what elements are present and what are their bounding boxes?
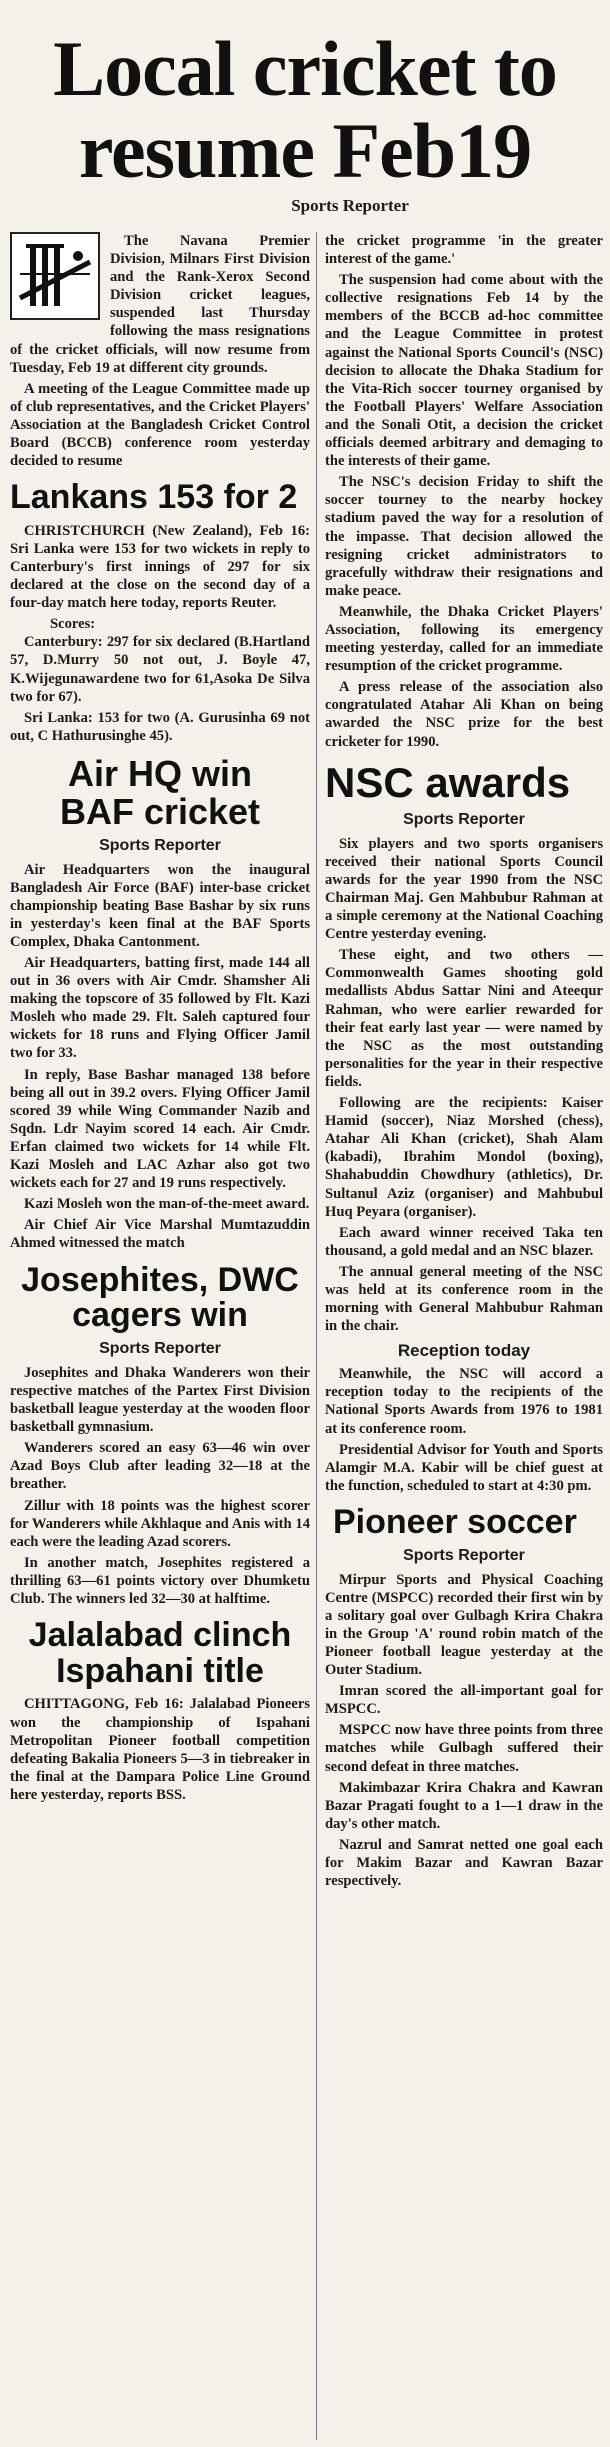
nsc-byline: Sports Reporter bbox=[403, 810, 525, 828]
lankans-headline: Lankans 153 for 2 bbox=[10, 478, 298, 517]
jalalabad-headline bbox=[10, 1618, 310, 1689]
reception-para: Presidential Advisor for Youth and Sports Alamgir M.A. Kabir will be chief guest at the function, scheduled to start at 4:30 pm. bbox=[325, 1441, 603, 1494]
cricket-continued-para: Meanwhile, the Dhaka Cricket Players' Association, following its emergency meeting yesterday, called for an immediate resumption of the cricket programme. bbox=[325, 603, 603, 675]
pioneer-para: Nazrul and Samrat netted one goal each for Makim Bazar and Kawran Bazar respectively. bbox=[325, 1836, 603, 1890]
nsc-para: Six players and two sports organisers received their national Sports Council awards for the year 1990 from the NSC Chairman Maj. Gen Mahbubur Rahman at a simple ceremony at the National Coaching Centre yesterday evening. bbox=[325, 835, 603, 943]
column-divider bbox=[316, 232, 317, 2440]
cricket-continued-para: A press release of the association also congratulated Atahar Ali Khan on being awarded the NSC prize for the best cricketer for 1990. bbox=[325, 679, 603, 750]
right-column bbox=[325, 232, 603, 1893]
main-headline-line-2: resume Feb19 bbox=[78, 107, 532, 194]
josephites-para: Josephites and Dhaka Wanderers won their respective matches of the Partex First Division basketball league yesterday at the wooden floor basketball gymnasium. bbox=[10, 1364, 310, 1436]
airhq-headline-line-2: BAF cricket bbox=[59, 790, 261, 832]
josephites-byline: Sports Reporter bbox=[99, 1339, 221, 1357]
airhq-byline: Sports Reporter bbox=[99, 836, 221, 854]
nsc-para: Each award winner received Taka ten thousand, a gold medal and an NSC blazer. bbox=[325, 1224, 603, 1259]
cricket-para: The Navana Premier Division, Milnars First Division and the Rank-Xerox Second Division cricket leagues, suspended last Thursday following the mass resignations of the cricket officials, will now resume from Tuesday, Feb 19 at different city grounds. bbox=[10, 233, 310, 376]
airhq-para: Air Chief Air Vice Marshal Mumtazuddin Ahmed witnessed the match bbox=[10, 1217, 310, 1252]
josephites-para: In another match, Josephites registered a thrilling 63—61 points victory over Dhumketu Club. The winners led 32—30 at halftime. bbox=[10, 1554, 310, 1607]
cricket-stumps-logo-icon bbox=[10, 232, 100, 320]
reception-subheading: Reception today bbox=[397, 1341, 531, 1361]
pioneer-para: Imran scored the all-important goal for MSPCC. bbox=[325, 1683, 603, 1718]
pioneer-para: Makimbazar Krira Chakra and Kawran Bazar Pragati fought to a 1—1 draw in the day's other match. bbox=[325, 1779, 603, 1832]
left-column bbox=[10, 232, 310, 1807]
nsc-para: These eight, and two others — Commonwealth Games shooting gold medallists Abdus Sattar Nini and Ateequr Rahman, who were earlier rewarded for their feat early last year — were named by the NSC as the most outstanding personalities for the year in their respective fields. bbox=[325, 947, 603, 1090]
josephites-para: Zillur with 18 points was the highest scorer for Wanderers while Akhlaque and Anis with 14 each were the leading Azad scorers. bbox=[10, 1497, 310, 1550]
score-line: Sri Lanka: 153 for two (A. Gurusinha 69 not out, C Hathurusinghe 45). bbox=[10, 709, 310, 744]
pioneer-byline: Sports Reporter bbox=[403, 1546, 525, 1564]
airhq-para: Air Headquarters, batting first, made 144 all out in 36 overs with Air Cmdr. Shamsher Ali making the topscore of 35 followed by Flt. Kazi Mosleh who made 29. Flt. Saleh captured four wickets for 18 runs and Flying Officer Jamil two for 33. bbox=[10, 955, 310, 1062]
scores-label: Scores: bbox=[50, 616, 96, 633]
airhq-para: In reply, Base Bashar managed 138 before being all out in 39.2 overs. Flying Officer Jamil scored 39 while Wing Commander Nazib and Sqdn. Ldr Nayim scored 14 each. Air Cmdr. Erfan claimed two wickets for 14 while Flt. Kazi Mosleh and LAC Azhar also got two wickets each for 27 and 19 runs respectively. bbox=[10, 1066, 310, 1192]
airhq-headline-line-1: Air HQ win bbox=[67, 752, 252, 794]
airhq-para: Air Headquarters won the inaugural Bangladesh Air Force (BAF) inter-base cricket championship beating Base Bashar by six runs in yesterday's keen final at the BAF Sports Complex, Dhaka Cantonment. bbox=[10, 861, 310, 950]
cricket-continued-para: The NSC's decision Friday to shift the soccer tourney to the nearby hockey stadium paved the way for a resolution of the impasse. That decision allowed the resigning cricket administrators to gracefully withdraw their resignations and make peace. bbox=[325, 474, 603, 599]
josephites-headline-line-1: Josephites, DWC bbox=[21, 1260, 299, 1299]
cricket-continued-para: The suspension had come about with the collective resignations Feb 14 by the members of the BCCB ad-hoc committee and the League Committee in protest against the National Sports Council's (NSC) decision to allocate the Dhaka Stadium for the Vita-Rich soccer tourney organised by the Football Players' Welfare Association and the Sonali Otit, a decision the cricket officials deemed arbitrary and demaging to the interests of their game. bbox=[325, 272, 603, 470]
nsc-headline: NSC awards bbox=[325, 758, 571, 806]
jalalabad-headline-line-2: Ispahani title bbox=[56, 1651, 264, 1690]
score-line: Canterbury: 297 for six declared (B.Hartland 57, D.Murry 50 not out, J. Boyle 47, K.Wijegunawardene two for 61,Asoka De Silva two for 67). bbox=[10, 634, 310, 705]
airhq-headline bbox=[10, 752, 310, 832]
cricket-para: A meeting of the League Committee made up of club representatives, and the Cricket Players' Association at the Bangladesh Cricket Control Board (BCCB) conference room yesterday decided to resume bbox=[10, 380, 310, 470]
reception-para: Meanwhile, the NSC will accord a reception today to the recipients of the National Sports Awards from 1976 to 1981 at its conference room. bbox=[325, 1366, 603, 1437]
josephites-headline-line-2: cagers win bbox=[72, 1296, 248, 1335]
main-headline-line-1: Local cricket to bbox=[53, 25, 557, 112]
airhq-para: Kazi Mosleh won the man-of-the-meet award. bbox=[24, 1196, 310, 1213]
jalalabad-para: CHITTAGONG, Feb 16: Jalalabad Pioneers won the championship of Ispahani Metropolitan Pioneer football competition defeating Bakalia Pioneers 5—3 in tiebreaker in the final at the Dampara Police Line Ground here yesterday, reports BSS. bbox=[10, 1696, 310, 1803]
josephites-headline bbox=[10, 1260, 310, 1335]
pioneer-headline: Pioneer soccer bbox=[333, 1502, 577, 1541]
cricket-continued-para: the cricket programme 'in the greater interest of the game.' bbox=[325, 233, 603, 268]
main-byline: Sports Reporter bbox=[291, 196, 409, 215]
nsc-para: The annual general meeting of the NSC was held at its conference room in the morning with General Mahbubur Rahman in the chair. bbox=[325, 1263, 603, 1335]
nsc-para: Following are the recipients: Kaiser Hamid (soccer), Niaz Morshed (chess), Atahar Ali Khan (cricket), Shah Alam (kabadi), Ibrahim Mondol (boxing), Shahabuddin Chowdhury (athletics), Dr. Sultanul Aziz (organiser) and Mahbubul Huq Peyara (organiser). bbox=[325, 1095, 603, 1220]
cricket-article-intro bbox=[10, 232, 310, 470]
lankans-para: CHRISTCHURCH (New Zealand), Feb 16: Sri Lanka were 153 for two wickets in reply to Canterbury's first innings of 297 for six declared at the close on the second day of a four-day match here today, reports Reuter. bbox=[10, 522, 310, 612]
pioneer-para: MSPCC now have three points from three matches while Gulbagh suffered their second defeat in three matches. bbox=[325, 1722, 603, 1775]
pioneer-para: Mirpur Sports and Physical Coaching Centre (MSPCC) recorded their first win by a solitary goal over Gulbagh Krira Chakra in the Group 'A' round robin match of the Pioneer football league yesterday at the Outer Stadium. bbox=[325, 1571, 603, 1679]
josephites-para: Wanderers scored an easy 63—46 win over Azad Boys Club after leading 32—18 at the breather. bbox=[10, 1440, 310, 1493]
jalalabad-headline-line-1: Jalalabad clinch bbox=[28, 1616, 292, 1655]
